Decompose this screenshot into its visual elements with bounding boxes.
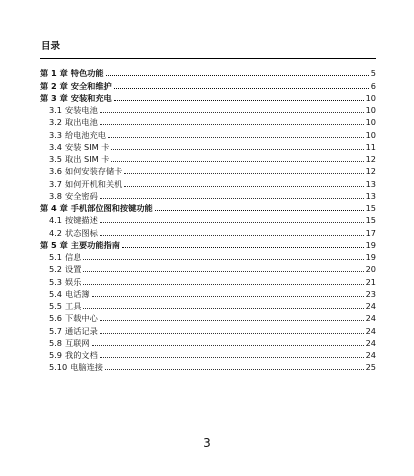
- toc-heading: 目录: [41, 41, 61, 52]
- toc-entry-number: 第 3 章: [40, 92, 68, 103]
- toc-section-entry[interactable]: [40, 251, 376, 263]
- toc-page-number: 25: [365, 362, 376, 373]
- toc-page-number: 11: [365, 141, 376, 152]
- toc-page-number: 5: [370, 68, 376, 79]
- toc-section-entry[interactable]: [40, 361, 376, 373]
- toc-page-number: 13: [365, 190, 376, 201]
- toc-list: [40, 67, 376, 373]
- toc-page-number: 17: [365, 227, 376, 238]
- toc-entry-number: 第 1 章: [40, 68, 68, 79]
- toc-section-entry[interactable]: [40, 116, 376, 128]
- toc-page-number: 12: [365, 166, 376, 177]
- toc-entry-label: 信息: [65, 252, 82, 262]
- toc-page-number: 19: [365, 239, 376, 250]
- toc-page-number: 10: [365, 117, 376, 128]
- toc-entry-label: 工具: [65, 301, 82, 311]
- toc-section-entry[interactable]: [40, 324, 376, 336]
- toc-section-entry[interactable]: [40, 190, 376, 202]
- toc-entry-number: 3.6: [49, 166, 63, 177]
- toc-section-entry[interactable]: [40, 349, 376, 361]
- toc-entry-label: 设置: [65, 264, 82, 275]
- toc-entry-label: 安全和维护: [70, 80, 112, 91]
- toc-entry-title: [49, 276, 81, 288]
- toc-chapter-entry[interactable]: [40, 79, 376, 91]
- dot-leader: [108, 137, 364, 138]
- toc-entry-number: 4.2: [49, 227, 63, 238]
- toc-entry-number: 3.5: [49, 154, 63, 164]
- toc-page-number: 24: [365, 325, 376, 336]
- dot-leader: [100, 235, 364, 236]
- toc-entry-title: [40, 80, 112, 92]
- toc-entry-title: [49, 312, 98, 324]
- toc-page-number: 12: [365, 154, 376, 164]
- toc-page-number: 6: [370, 80, 376, 91]
- toc-entry-title: [49, 104, 98, 116]
- toc-entry-number: 4.1: [49, 215, 63, 226]
- toc-entry-label: 取出 SIM 卡: [65, 154, 110, 164]
- heading-divider: [40, 58, 376, 59]
- toc-page-number: 10: [365, 92, 376, 103]
- toc-section-entry[interactable]: [40, 214, 376, 226]
- toc-entry-title: [49, 349, 98, 361]
- toc-entry-number: 3.8: [49, 190, 63, 201]
- toc-entry-title: [49, 214, 98, 226]
- toc-entry-label: 通话记录: [65, 325, 98, 336]
- toc-entry-title: [40, 92, 112, 104]
- toc-entry-number: 3.1: [49, 105, 63, 115]
- toc-page-number: 24: [365, 301, 376, 311]
- toc-entry-label: 主要功能指南: [70, 239, 120, 250]
- toc-entry-title: [49, 325, 98, 337]
- dot-leader: [114, 88, 369, 89]
- toc-entry-number: 第 4 章: [40, 203, 68, 213]
- toc-entry-number: 3.3: [49, 129, 63, 140]
- toc-entry-number: 5.9: [49, 350, 63, 360]
- toc-entry-title: [49, 178, 122, 190]
- toc-section-entry[interactable]: [40, 153, 376, 165]
- toc-section-entry[interactable]: [40, 337, 376, 349]
- toc-entry-title: [49, 361, 103, 373]
- toc-entry-label: 电话簿: [65, 288, 90, 299]
- toc-section-entry[interactable]: [40, 104, 376, 116]
- toc-entry-label: 手机部位图和按键功能: [70, 203, 153, 213]
- toc-entry-number: 5.7: [49, 325, 63, 336]
- toc-entry-label: 安装和充电: [70, 92, 112, 103]
- toc-section-entry[interactable]: [40, 275, 376, 287]
- toc-page-number: 24: [365, 313, 376, 324]
- toc-entry-title: [49, 190, 98, 202]
- toc-entry-number: 5.3: [49, 276, 63, 287]
- toc-entry-label: 如何安装存储卡: [65, 166, 123, 177]
- toc-entry-label: 如何开机和关机: [65, 178, 123, 189]
- dot-leader: [100, 320, 364, 321]
- toc-chapter-entry[interactable]: [40, 67, 376, 79]
- dot-leader: [100, 222, 364, 223]
- toc-entry-title: [40, 202, 153, 214]
- toc-entry-number: 5.8: [49, 337, 63, 348]
- dot-leader: [100, 333, 364, 334]
- dot-leader: [106, 75, 369, 76]
- toc-section-entry[interactable]: [40, 165, 376, 177]
- toc-entry-label: 按键描述: [65, 215, 98, 226]
- dot-leader: [100, 112, 364, 113]
- toc-entry-title: [49, 288, 90, 300]
- dot-leader: [124, 173, 363, 174]
- toc-entry-title: [49, 141, 109, 153]
- toc-entry-title: [49, 227, 98, 239]
- toc-section-entry[interactable]: [40, 300, 376, 312]
- toc-entry-title: [49, 129, 106, 141]
- toc-entry-title: [49, 337, 90, 349]
- toc-entry-title: [49, 116, 98, 128]
- toc-chapter-entry[interactable]: [40, 92, 376, 104]
- dot-leader: [83, 259, 363, 260]
- toc-page-number: 10: [365, 129, 376, 140]
- toc-entry-title: [40, 239, 120, 251]
- toc-entry-label: 安装电池: [65, 105, 98, 115]
- toc-entry-label: 状态图标: [65, 227, 98, 238]
- dot-leader: [124, 186, 363, 187]
- dot-leader: [83, 271, 363, 272]
- toc-page-number: 23: [365, 288, 376, 299]
- toc-entry-title: [49, 153, 109, 165]
- toc-page-number: 24: [365, 350, 376, 360]
- dot-leader: [83, 284, 363, 285]
- toc-section-entry[interactable]: [40, 288, 376, 300]
- dot-leader: [83, 308, 363, 309]
- toc-chapter-entry[interactable]: [40, 239, 376, 251]
- toc-entry-label: 娱乐: [65, 276, 82, 287]
- toc-section-entry[interactable]: [40, 177, 376, 189]
- toc-entry-number: 5.5: [49, 301, 63, 311]
- toc-entry-number: 3.2: [49, 117, 63, 128]
- toc-entry-number: 5.2: [49, 264, 63, 275]
- toc-entry-title: [49, 263, 81, 275]
- toc-page-number: 20: [365, 264, 376, 275]
- toc-entry-label: 我的文档: [65, 350, 98, 360]
- dot-leader: [155, 210, 364, 211]
- toc-section-entry[interactable]: [40, 312, 376, 324]
- dot-leader: [111, 161, 363, 162]
- toc-chapter-entry[interactable]: [40, 202, 376, 214]
- toc-page-number: 13: [365, 178, 376, 189]
- dot-leader: [114, 100, 364, 101]
- toc-page-number: 10: [365, 105, 376, 115]
- toc-entry-number: 5.1: [49, 252, 63, 262]
- toc-entry-number: 第 5 章: [40, 239, 68, 250]
- toc-page-number: 21: [365, 276, 376, 287]
- toc-page-number: 15: [365, 203, 376, 213]
- toc-entry-number: 5.4: [49, 288, 63, 299]
- toc-section-entry[interactable]: [40, 141, 376, 153]
- dot-leader: [100, 124, 364, 125]
- toc-entry-number: 5.6: [49, 313, 63, 324]
- toc-entry-label: 安全密码: [65, 190, 98, 201]
- toc-page-number: 15: [365, 215, 376, 226]
- toc-entry-number: 第 2 章: [40, 80, 68, 91]
- dot-leader: [92, 345, 364, 346]
- toc-entry-label: 取出电池: [65, 117, 98, 128]
- toc-entry-label: 下载中心: [65, 313, 98, 324]
- toc-entry-label: 给电池充电: [65, 129, 106, 140]
- toc-entry-label: 互联网: [65, 337, 90, 348]
- toc-entry-label: 电脑连接: [70, 362, 103, 373]
- toc-entry-number: 3.7: [49, 178, 63, 189]
- toc-entry-label: 特色功能: [70, 68, 104, 79]
- dot-leader: [111, 149, 363, 150]
- dot-leader: [100, 357, 364, 358]
- toc-entry-number: 5.10: [49, 362, 68, 373]
- toc-section-entry[interactable]: [40, 226, 376, 238]
- dot-leader: [122, 247, 364, 248]
- dot-leader: [105, 369, 364, 370]
- toc-page-number: 24: [365, 337, 376, 348]
- dot-leader: [100, 198, 364, 199]
- toc-section-entry[interactable]: [40, 128, 376, 140]
- toc-page-number: 19: [365, 252, 376, 262]
- toc-entry-title: [49, 251, 81, 263]
- dot-leader: [92, 296, 364, 297]
- page-number: 3: [203, 436, 211, 450]
- toc-entry-label: 安装 SIM 卡: [65, 141, 110, 152]
- toc-entry-number: 3.4: [49, 141, 63, 152]
- toc-entry-title: [49, 300, 81, 312]
- toc-section-entry[interactable]: [40, 263, 376, 275]
- toc-entry-title: [40, 67, 104, 79]
- toc-entry-title: [49, 165, 122, 177]
